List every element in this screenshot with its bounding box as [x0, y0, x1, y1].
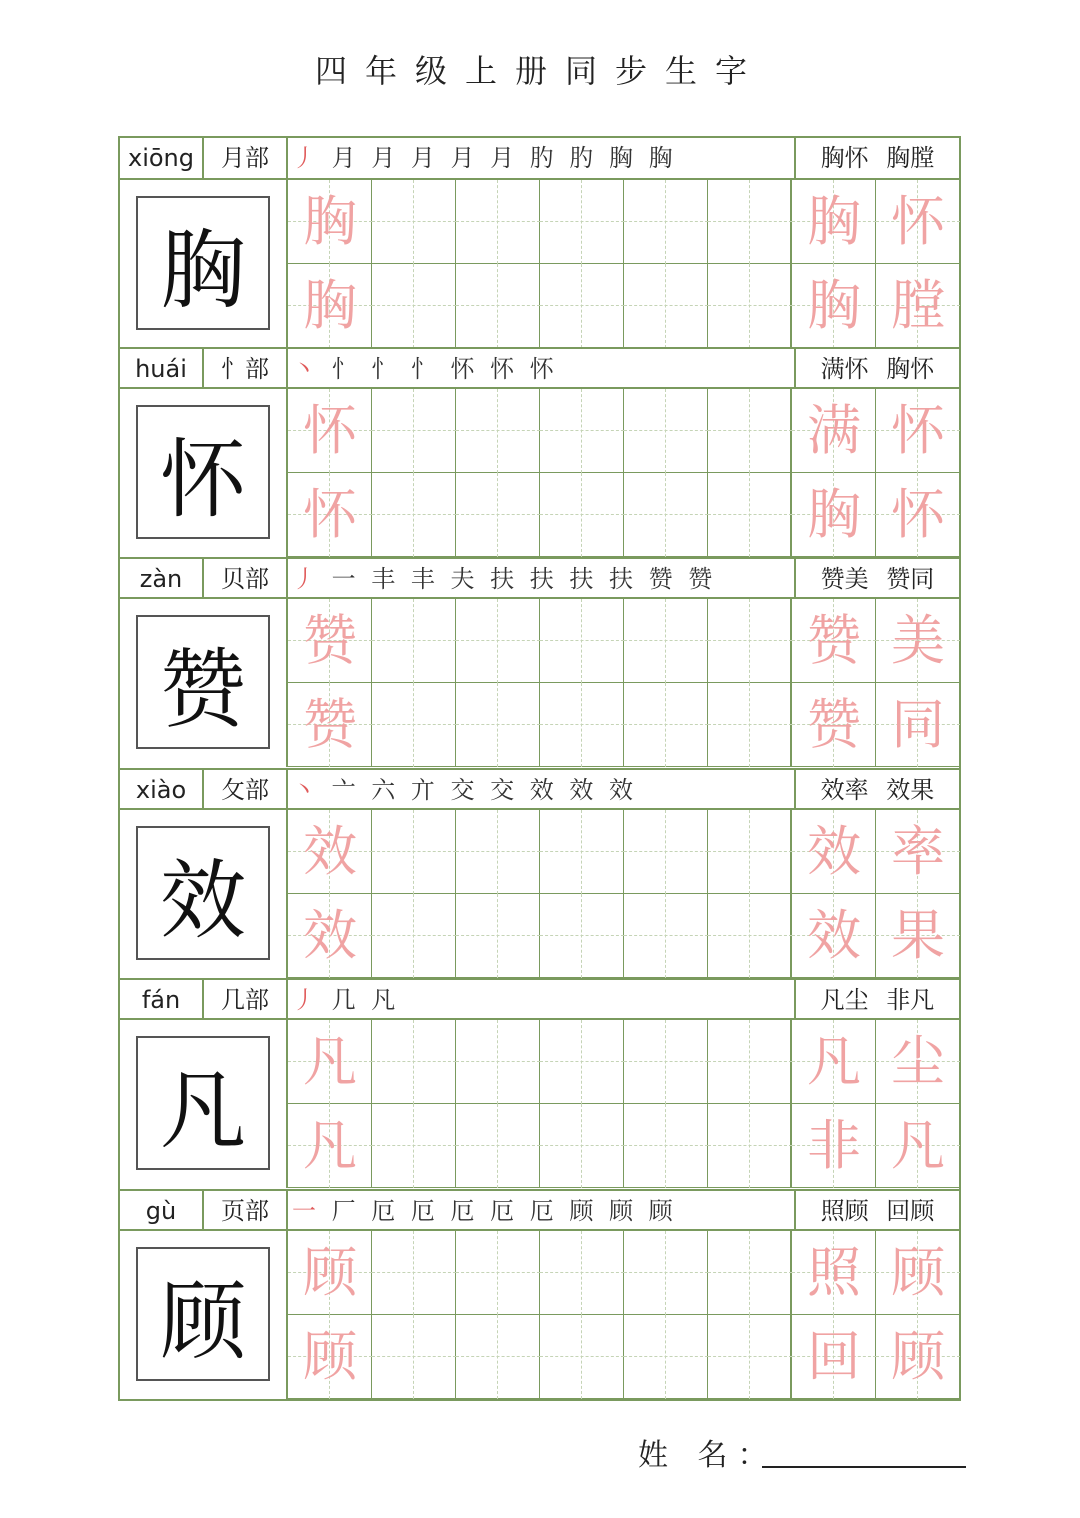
trace-cell[interactable] [792, 599, 876, 683]
trace-character: 赞 [303, 609, 357, 672]
trace-cell[interactable] [876, 264, 960, 348]
example-words: 凡尘 非凡 [794, 980, 959, 1020]
pinyin: gù [120, 1191, 204, 1231]
word-trace-character: 胸 [807, 482, 861, 546]
pinyin: xiào [120, 770, 204, 810]
trace-cell[interactable] [792, 1315, 876, 1399]
name-label: 姓 名： [638, 1438, 778, 1473]
practice-cell[interactable] [624, 473, 708, 557]
practice-cell[interactable] [624, 1020, 708, 1104]
practice-cell[interactable] [624, 683, 708, 767]
stroke-order [292, 349, 792, 389]
trace-cell[interactable] [288, 1020, 372, 1104]
trace-cell[interactable] [876, 1315, 960, 1399]
practice-cell[interactable] [540, 1104, 624, 1188]
practice-cell[interactable] [372, 1231, 456, 1315]
practice-cell[interactable] [540, 389, 624, 473]
practice-cell[interactable] [708, 894, 792, 978]
model-character: 凡 [136, 1036, 270, 1170]
practice-cell[interactable] [540, 264, 624, 348]
word-trace-character: 满 [807, 398, 861, 462]
stroke-sequence: 几 凡 [320, 986, 400, 1014]
block-header [120, 138, 959, 180]
trace-cell[interactable] [792, 1231, 876, 1315]
practice-cell[interactable] [372, 180, 456, 264]
word-trace-character: 怀 [891, 190, 945, 253]
word-trace-character: 率 [891, 819, 945, 883]
character-block [120, 768, 959, 978]
trace-cell[interactable] [792, 810, 876, 894]
first-stroke: 丿 [292, 144, 320, 172]
practice-cell[interactable] [708, 180, 792, 264]
practice-cell[interactable] [456, 180, 540, 264]
trace-cell[interactable] [288, 180, 372, 264]
radical: 忄部 [204, 349, 288, 389]
trace-cell[interactable] [876, 894, 960, 978]
practice-cell[interactable] [624, 1104, 708, 1188]
model-character: 赞 [136, 615, 270, 749]
practice-cell[interactable] [540, 1020, 624, 1104]
practice-sheet [118, 136, 961, 1401]
stroke-sequence: 忄 忄 忄 怀 怀 怀 [320, 354, 558, 383]
practice-cell[interactable] [708, 264, 792, 348]
word-trace-character: 怀 [891, 398, 945, 462]
trace-character: 怀 [303, 482, 357, 546]
pinyin: xiōng [120, 138, 204, 178]
block-header [120, 347, 959, 389]
word-trace-character: 顾 [891, 1324, 945, 1388]
trace-cell[interactable] [792, 894, 876, 978]
radical: 几部 [204, 980, 288, 1020]
practice-cell[interactable] [624, 599, 708, 683]
practice-cell[interactable] [456, 1231, 540, 1315]
word-trace-character: 赞 [807, 609, 861, 672]
character-block [120, 557, 959, 767]
word-trace-character: 同 [891, 693, 945, 756]
stroke-order [292, 770, 792, 810]
radical: 贝部 [204, 559, 288, 599]
character-block [120, 1189, 959, 1399]
practice-cell[interactable] [624, 264, 708, 348]
character-block [120, 347, 959, 557]
practice-cell[interactable] [540, 683, 624, 767]
trace-character: 凡 [303, 1114, 357, 1177]
word-trace-character: 尘 [891, 1030, 945, 1093]
practice-cell[interactable] [540, 180, 624, 264]
practice-cell[interactable] [708, 1231, 792, 1315]
first-stroke: 丶 [292, 354, 320, 383]
stroke-sequence: 亠 六 亣 交 交 效 效 效 [320, 775, 638, 804]
example-words: 满怀 胸怀 [794, 349, 959, 389]
practice-cell[interactable] [708, 810, 792, 894]
trace-character: 顾 [303, 1240, 357, 1304]
character-block [120, 978, 959, 1188]
first-stroke: 丿 [292, 565, 320, 593]
word-trace-character: 胸 [807, 190, 861, 253]
trace-cell[interactable] [792, 1020, 876, 1104]
practice-cell[interactable] [372, 1315, 456, 1399]
trace-cell[interactable] [792, 1104, 876, 1188]
word-trace-character: 怀 [891, 482, 945, 546]
practice-cell[interactable] [624, 1231, 708, 1315]
practice-cell[interactable] [372, 683, 456, 767]
model-character: 效 [136, 826, 270, 960]
block-header [120, 768, 959, 810]
trace-cell[interactable] [288, 473, 372, 557]
block-header [120, 1189, 959, 1231]
first-stroke: 丿 [292, 986, 320, 1014]
stroke-order [292, 980, 792, 1020]
trace-character: 胸 [303, 190, 357, 253]
practice-cell[interactable] [456, 264, 540, 348]
practice-cell[interactable] [456, 389, 540, 473]
trace-cell[interactable] [288, 683, 372, 767]
practice-cell[interactable] [540, 473, 624, 557]
trace-character: 胸 [303, 274, 357, 337]
trace-cell[interactable] [792, 264, 876, 348]
word-trace-character: 凡 [807, 1030, 861, 1093]
block-header [120, 557, 959, 599]
word-trace-character: 效 [807, 903, 861, 967]
stroke-sequence: 月 月 月 月 月 肑 肑 胸 胸 [320, 144, 677, 172]
trace-cell[interactable] [288, 599, 372, 683]
word-trace-character: 膛 [891, 274, 945, 337]
practice-cell[interactable] [624, 894, 708, 978]
trace-cell[interactable] [288, 264, 372, 348]
pinyin: huái [120, 349, 204, 389]
practice-cell[interactable] [624, 389, 708, 473]
practice-cell[interactable] [708, 1020, 792, 1104]
trace-cell[interactable] [876, 810, 960, 894]
practice-cell[interactable] [540, 810, 624, 894]
trace-cell[interactable] [876, 1231, 960, 1315]
radical: 月部 [204, 138, 288, 178]
practice-cell[interactable] [624, 810, 708, 894]
trace-cell[interactable] [876, 180, 960, 264]
pinyin: zàn [120, 559, 204, 599]
practice-cell[interactable] [456, 1315, 540, 1399]
pinyin: fán [120, 980, 204, 1020]
trace-cell[interactable] [288, 810, 372, 894]
practice-cell[interactable] [456, 1020, 540, 1104]
example-words: 赞美 赞同 [794, 559, 959, 599]
model-character: 怀 [136, 405, 270, 539]
practice-cell[interactable] [456, 810, 540, 894]
word-trace-character: 美 [891, 609, 945, 672]
practice-cell[interactable] [708, 389, 792, 473]
trace-cell[interactable] [288, 1315, 372, 1399]
practice-cell[interactable] [372, 894, 456, 978]
first-stroke: 丶 [292, 775, 320, 804]
word-trace-character: 照 [807, 1240, 861, 1304]
example-words: 照顾 回顾 [794, 1191, 959, 1231]
practice-cell[interactable] [372, 1020, 456, 1104]
first-stroke: 一 [292, 1196, 320, 1225]
word-trace-character: 回 [807, 1324, 861, 1388]
practice-cell[interactable] [456, 599, 540, 683]
trace-cell[interactable] [792, 473, 876, 557]
trace-character: 凡 [303, 1030, 357, 1093]
name-line[interactable] [762, 1466, 966, 1468]
example-words: 效率 效果 [794, 770, 959, 810]
model-character: 顾 [136, 1247, 270, 1381]
trace-character: 怀 [303, 398, 357, 462]
practice-cell[interactable] [624, 180, 708, 264]
practice-cell[interactable] [372, 1104, 456, 1188]
trace-cell[interactable] [792, 389, 876, 473]
word-trace-character: 效 [807, 819, 861, 883]
practice-cell[interactable] [372, 599, 456, 683]
stroke-sequence: 厂 厄 厄 厄 厄 厄 顾 顾 顾 [320, 1196, 677, 1225]
practice-cell[interactable] [372, 810, 456, 894]
trace-cell[interactable] [876, 1020, 960, 1104]
model-character: 胸 [136, 196, 270, 330]
trace-cell[interactable] [288, 1231, 372, 1315]
practice-cell[interactable] [624, 1315, 708, 1399]
practice-cell[interactable] [456, 1104, 540, 1188]
practice-cell[interactable] [708, 473, 792, 557]
trace-cell[interactable] [876, 599, 960, 683]
practice-cell[interactable] [456, 683, 540, 767]
practice-cell[interactable] [372, 389, 456, 473]
trace-cell[interactable] [288, 1104, 372, 1188]
practice-cell[interactable] [372, 473, 456, 557]
word-trace-character: 非 [807, 1114, 861, 1177]
word-trace-character: 果 [891, 903, 945, 967]
practice-cell[interactable] [540, 1231, 624, 1315]
radical: 攵部 [204, 770, 288, 810]
practice-cell[interactable] [708, 599, 792, 683]
trace-cell[interactable] [876, 1104, 960, 1188]
stroke-sequence: 一 丰 丰 夫 扶 扶 扶 扶 赞 赞 [320, 565, 717, 593]
trace-cell[interactable] [876, 389, 960, 473]
practice-cell[interactable] [456, 894, 540, 978]
stroke-order [292, 1191, 792, 1231]
stroke-order [292, 559, 792, 599]
trace-character: 顾 [303, 1324, 357, 1388]
character-block [120, 138, 959, 348]
practice-cell[interactable] [540, 599, 624, 683]
radical: 页部 [204, 1191, 288, 1231]
practice-cell[interactable] [708, 1104, 792, 1188]
practice-cell[interactable] [708, 683, 792, 767]
trace-character: 效 [303, 819, 357, 883]
trace-cell[interactable] [288, 389, 372, 473]
trace-character: 赞 [303, 693, 357, 756]
stroke-order [292, 138, 792, 178]
practice-cell[interactable] [456, 473, 540, 557]
word-trace-character: 赞 [807, 693, 861, 756]
page-title: 四年级上册同步生字 [314, 52, 765, 90]
word-trace-character: 胸 [807, 274, 861, 337]
practice-cell[interactable] [708, 1315, 792, 1399]
word-trace-character: 顾 [891, 1240, 945, 1304]
trace-character: 效 [303, 903, 357, 967]
practice-cell[interactable] [372, 264, 456, 348]
example-words: 胸怀 胸膛 [794, 138, 959, 178]
trace-cell[interactable] [288, 894, 372, 978]
practice-cell[interactable] [540, 894, 624, 978]
block-header [120, 978, 959, 1020]
trace-cell[interactable] [792, 683, 876, 767]
trace-cell[interactable] [792, 180, 876, 264]
trace-cell[interactable] [876, 473, 960, 557]
practice-cell[interactable] [540, 1315, 624, 1399]
word-trace-character: 凡 [891, 1114, 945, 1177]
trace-cell[interactable] [876, 683, 960, 767]
